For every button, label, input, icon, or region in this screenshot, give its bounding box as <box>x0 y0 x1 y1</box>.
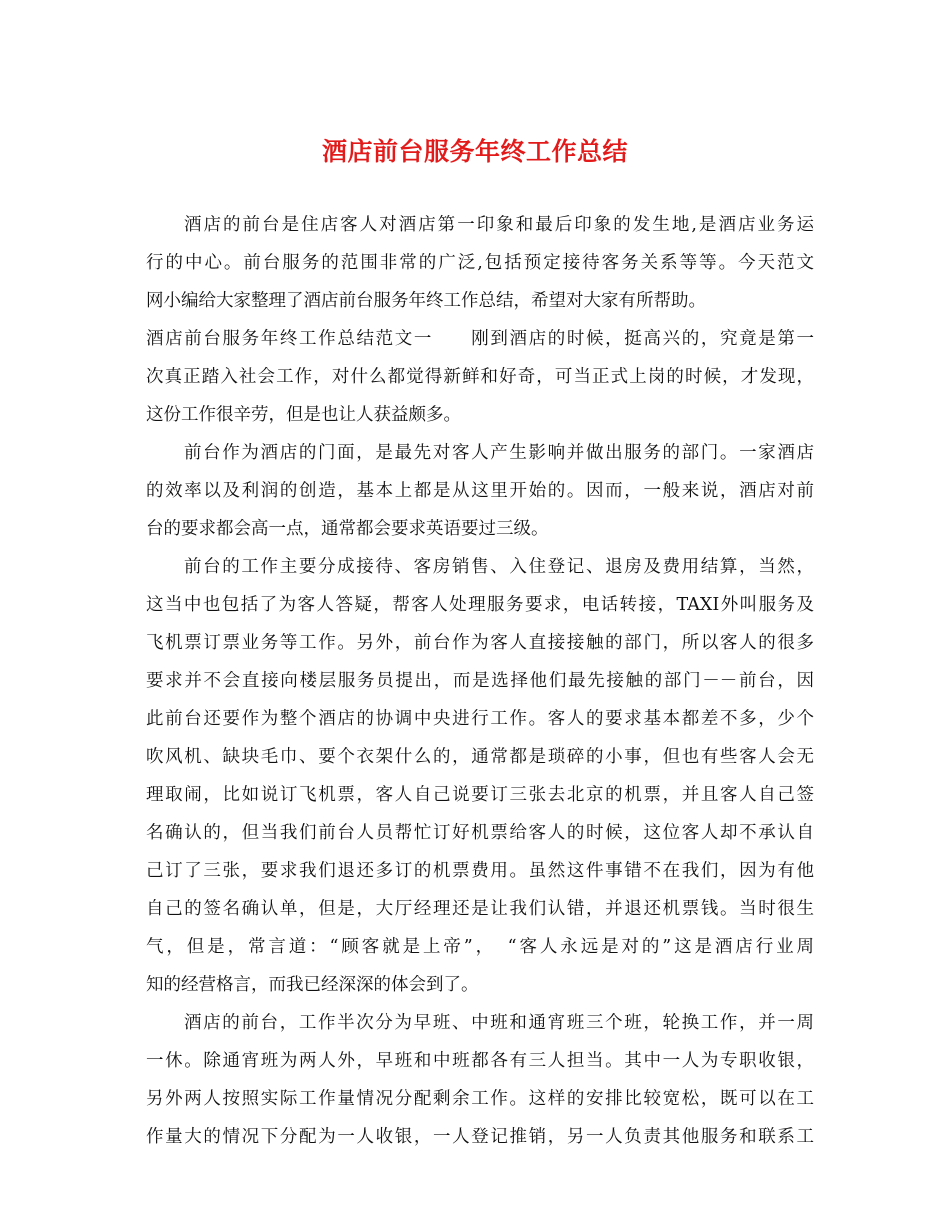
body-text-line: 前台的工作主要分成接待、客房销售、入住登记、退房及费用结算，当然， <box>184 557 814 577</box>
body-text-line: 飞机票订票业务等工作。另外，前台作为客人直接接触的部门，所以客人的很多 <box>146 633 814 653</box>
body-text-line: 酒店的前台，工作半次分为早班、中班和通宵班三个班，轮换工作，并一周 <box>184 1013 814 1033</box>
body-text-line: 酒店前台服务年终工作总结范文一 刚到酒店的时候，挺高兴的，究竟是第一 <box>146 329 814 349</box>
body-text-line: 要求并不会直接向楼层服务员提出，而是选择他们最先接触的部门－－前台，因 <box>146 671 814 691</box>
body-text-line: 自己的签名确认单，但是，大厅经理还是让我们认错，并退还机票钱。当时很生 <box>146 899 814 919</box>
body-text-line: 网小编给大家整理了酒店前台服务年终工作总结，希望对大家有所帮助。 <box>146 291 706 311</box>
body-text-line: 这当中也包括了为客人答疑，帮客人处理服务要求，电话转接，TAXI外叫服务及 <box>146 595 814 615</box>
body-text-line: 一休。除通宵班为两人外，早班和中班都各有三人担当。其中一人为专职收银， <box>146 1051 814 1071</box>
body-text-line: 另外两人按照实际工作量情况分配剩余工作。这样的安排比较宽松，既可以在工 <box>146 1089 814 1109</box>
body-text-line: 名确认的，但当我们前台人员帮忙订好机票给客人的时候，这位客人却不承认自 <box>146 823 814 843</box>
body-text-line: 的效率以及利润的创造，基本上都是从这里开始的。因而，一般来说，酒店对前 <box>146 481 814 501</box>
document-title: 酒店前台服务年终工作总结 <box>321 137 628 166</box>
body-text-line: 此前台还要作为整个酒店的协调中央进行工作。客人的要求基本都差不多，少个 <box>146 709 814 729</box>
body-text-line: 台的要求都会高一点，通常都会要求英语要过三级。 <box>146 519 549 539</box>
body-text-line: 气，但是，常言道：“顾客就是上帝”， “客人永远是对的”这是酒店行业周 <box>146 937 814 957</box>
body-text-line: 次真正踏入社会工作，对什么都觉得新鲜和好奇，可当正式上岗的时候，才发现， <box>146 367 814 387</box>
body-text-line: 酒店的前台是住店客人对酒店第一印象和最后印象的发生地,是酒店业务运 <box>184 215 814 235</box>
body-text-line: 作量大的情况下分配为一人收银，一人登记推销，另一人负责其他服务和联系工 <box>146 1127 814 1147</box>
body-text-line: 理取闹，比如说订飞机票，客人自己说要订三张去北京的机票，并且客人自己签 <box>146 785 814 805</box>
body-text-line: 行的中心。前台服务的范围非常的广泛,包括预定接待客务关系等等。今天范文 <box>146 253 814 273</box>
body-text-line: 前台作为酒店的门面，是最先对客人产生影响并做出服务的部门。一家酒店 <box>184 443 814 463</box>
body-text-line: 知的经营格言，而我已经深深的体会到了。 <box>146 975 479 995</box>
document-body <box>146 206 814 1156</box>
body-text-line: 己订了三张，要求我们退还多订的机票费用。虽然这件事错不在我们，因为有他 <box>146 861 814 881</box>
body-text-line: 这份工作很辛劳，但是也让人获益颇多。 <box>146 405 461 425</box>
body-text-line: 吹风机、缺块毛巾、要个衣架什么的，通常都是琐碎的小事，但也有些客人会无 <box>146 747 814 767</box>
